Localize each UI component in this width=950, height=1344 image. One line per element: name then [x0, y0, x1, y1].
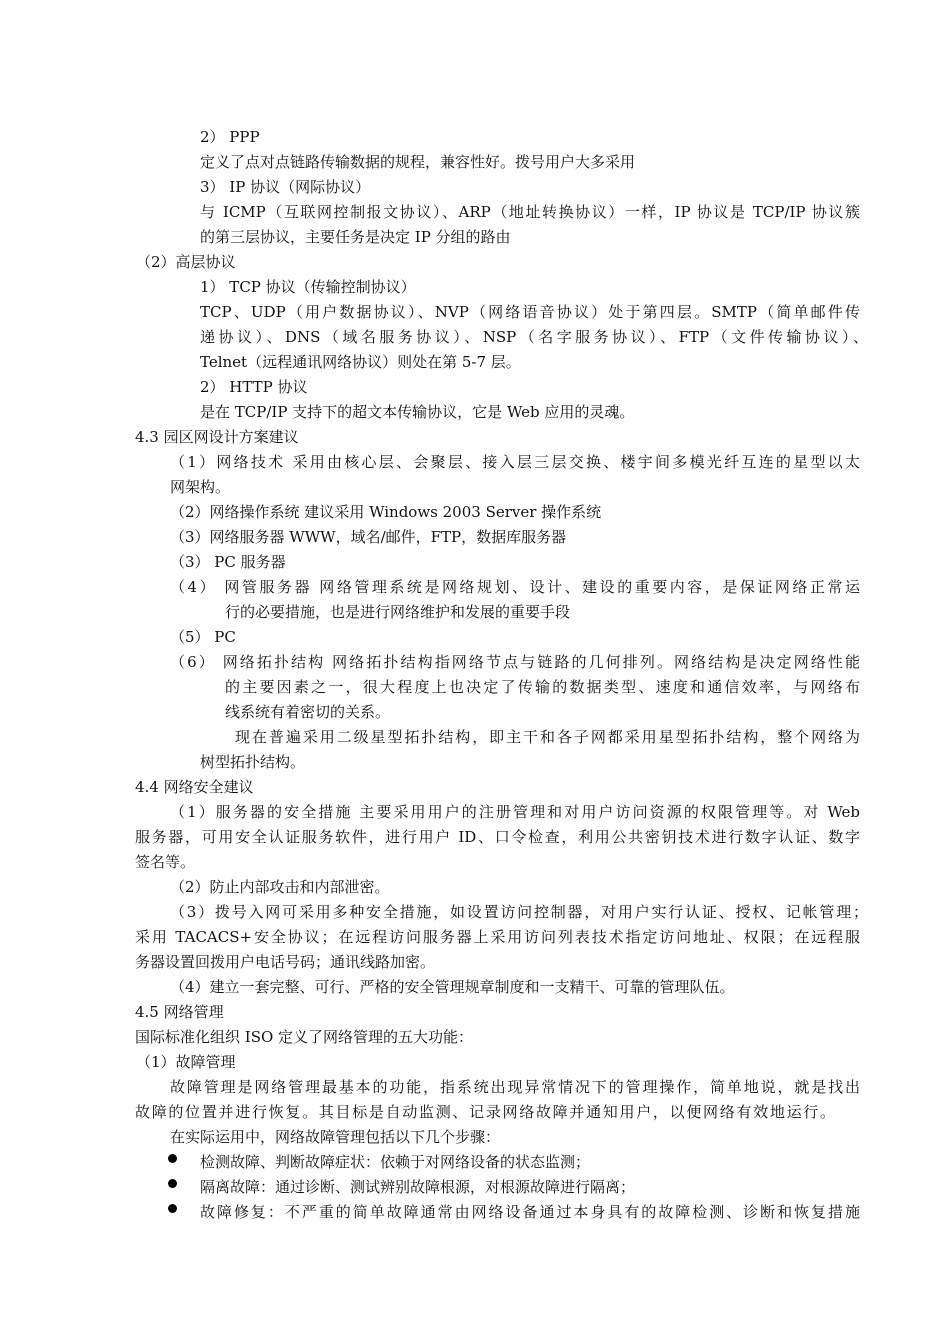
campus-network-tech-line-1: （1）网络技术 采用由核心层、会聚层、接入层三层交换、楼宇间多模光纤互连的星型以太: [170, 453, 860, 471]
security-dialup-line-3: 务器设置回拨用户电话号码；通讯线路加密。: [135, 953, 436, 971]
http-description: 是在 TCP/IP 支持下的超文本传输协议，它是 Web 应用的灵魂。: [200, 403, 635, 421]
security-dialup-line-1: （3）拨号入网可采用多种安全措施，如设置访问控制器，对用户实行认证、授权、记帐管理；: [170, 903, 868, 921]
ppp-heading: 2） PPP: [200, 128, 260, 146]
section-4-3-heading: 4.3 园区网设计方案建议: [135, 428, 299, 446]
campus-network-tech-line-2: 网架构。: [170, 478, 231, 496]
security-server-line-2: 服务器，可用安全认证服务软件，进行用户 ID、口令检查，利用公共密钥技术进行数字认证、数字: [135, 828, 860, 846]
security-dialup-line-2: 采用 TACACS+安全协议；在远程访问服务器上采用访问列表技术指定访问地址、权限；在远程服: [135, 928, 860, 946]
security-server-line-3: 签名等。: [135, 853, 196, 871]
tcp-description-line-3: Telnet（远程通讯网络协议）则处在第 5-7 层。: [200, 353, 521, 371]
section-4-5-heading: 4.5 网络管理: [135, 1003, 224, 1021]
campus-topology-line-3: 线系统有着密切的关系。: [225, 703, 391, 721]
bullet-icon: [168, 1179, 177, 1188]
campus-topology-line-2: 的主要因素之一，很大程度上也决定了传输的数据类型、速度和通信效率，与网络布: [225, 678, 860, 696]
bullet-item-isolate: 隔离故障：通过诊断、测试辨别故障根源，对根源故障进行隔离；: [200, 1178, 636, 1196]
fault-management-line-2: 故障的位置并进行恢复。其目标是自动监测、记录网络故障并通知用户，以便网络有效地运行。: [135, 1103, 835, 1121]
campus-pc-server: （3） PC 服务器: [170, 553, 286, 571]
tcp-description-line-2: 递协议）、DNS（域名服务协议）、NSP（名字服务协议）、FTP（文件传输协议）、: [200, 328, 868, 346]
bullet-icon: [168, 1154, 177, 1163]
campus-topology-line-1: （6） 网络拓扑结构 网络拓扑结构指网络节点与链路的几何排列。网络结构是决定网络性能: [170, 653, 860, 671]
tcp-heading: 1） TCP 协议（传输控制协议）: [200, 278, 416, 296]
ppp-description: 定义了点对点链路传输数据的规程，兼容性好。拨号用户大多采用: [200, 153, 636, 171]
campus-topology-line-5: 树型拓扑结构。: [200, 753, 306, 771]
tcp-description-line-1: TCP、UDP（用户数据协议）、NVP（网络语音协议）处于第四层。SMTP（简单邮件传: [200, 303, 860, 321]
high-level-protocol-heading: （2）高层协议: [136, 253, 236, 271]
campus-network-os: （2）网络操作系统 建议采用 Windows 2003 Server 操作系统: [170, 503, 602, 521]
section-4-4-heading: 4.4 网络安全建议: [135, 778, 254, 796]
fault-management-heading: （1）故障管理: [136, 1053, 236, 1071]
campus-management-server-line-2: 行的必要措施，也是进行网络维护和发展的重要手段: [225, 603, 571, 621]
bullet-item-detect: 检测故障、判断故障症状：依赖于对网络设备的状态监测；: [200, 1153, 591, 1171]
security-internal: （2）防止内部攻击和内部泄密。: [170, 878, 390, 896]
campus-topology-line-4: 现在普遍采用二级星型拓扑结构，即主干和各子网都采用星型拓扑结构，整个网络为: [235, 728, 860, 746]
campus-pc: （5） PC: [170, 628, 236, 646]
security-server-line-1: （1）服务器的安全措施 主要采用用户的注册管理和对用户访问资源的权限管理等。对 Web: [170, 803, 860, 821]
bullet-item-repair: 故障修复：不严重的简单故障通常由网络设备通过本身具有的故障检测、诊断和恢复措施: [200, 1203, 860, 1221]
http-heading: 2） HTTP 协议: [200, 378, 308, 396]
ip-heading: 3） IP 协议（网际协议）: [200, 178, 371, 196]
bullet-icon: [168, 1204, 177, 1213]
security-policy: （4）建立一套完整、可行、严格的安全管理规章制度和一支精干、可靠的管理队伍。: [170, 978, 735, 996]
campus-management-server-line-1: （4） 网管服务器 网络管理系统是网络规划、设计、建设的重要内容，是保证网络正常运: [170, 578, 860, 596]
ip-description-line-2: 的第三层协议，主要任务是决定 IP 分组的路由: [200, 228, 511, 246]
fault-management-line-1: 故障管理是网络管理最基本的功能，指系统出现异常情况下的管理操作，简单地说，就是找出: [170, 1078, 860, 1096]
campus-network-server: （3）网络服务器 WWW，域名/邮件，FTP，数据库服务器: [170, 528, 567, 546]
fault-management-line-3: 在实际运用中，网络故障管理包括以下几个步骤：: [170, 1128, 501, 1146]
network-management-intro: 国际标准化组织 ISO 定义了网络管理的五大功能：: [135, 1028, 474, 1046]
ip-description-line-1: 与 ICMP（互联网控制报文协议）、ARP（地址转换协议）一样，IP 协议是 TCP/IP 协议簇: [200, 203, 860, 221]
